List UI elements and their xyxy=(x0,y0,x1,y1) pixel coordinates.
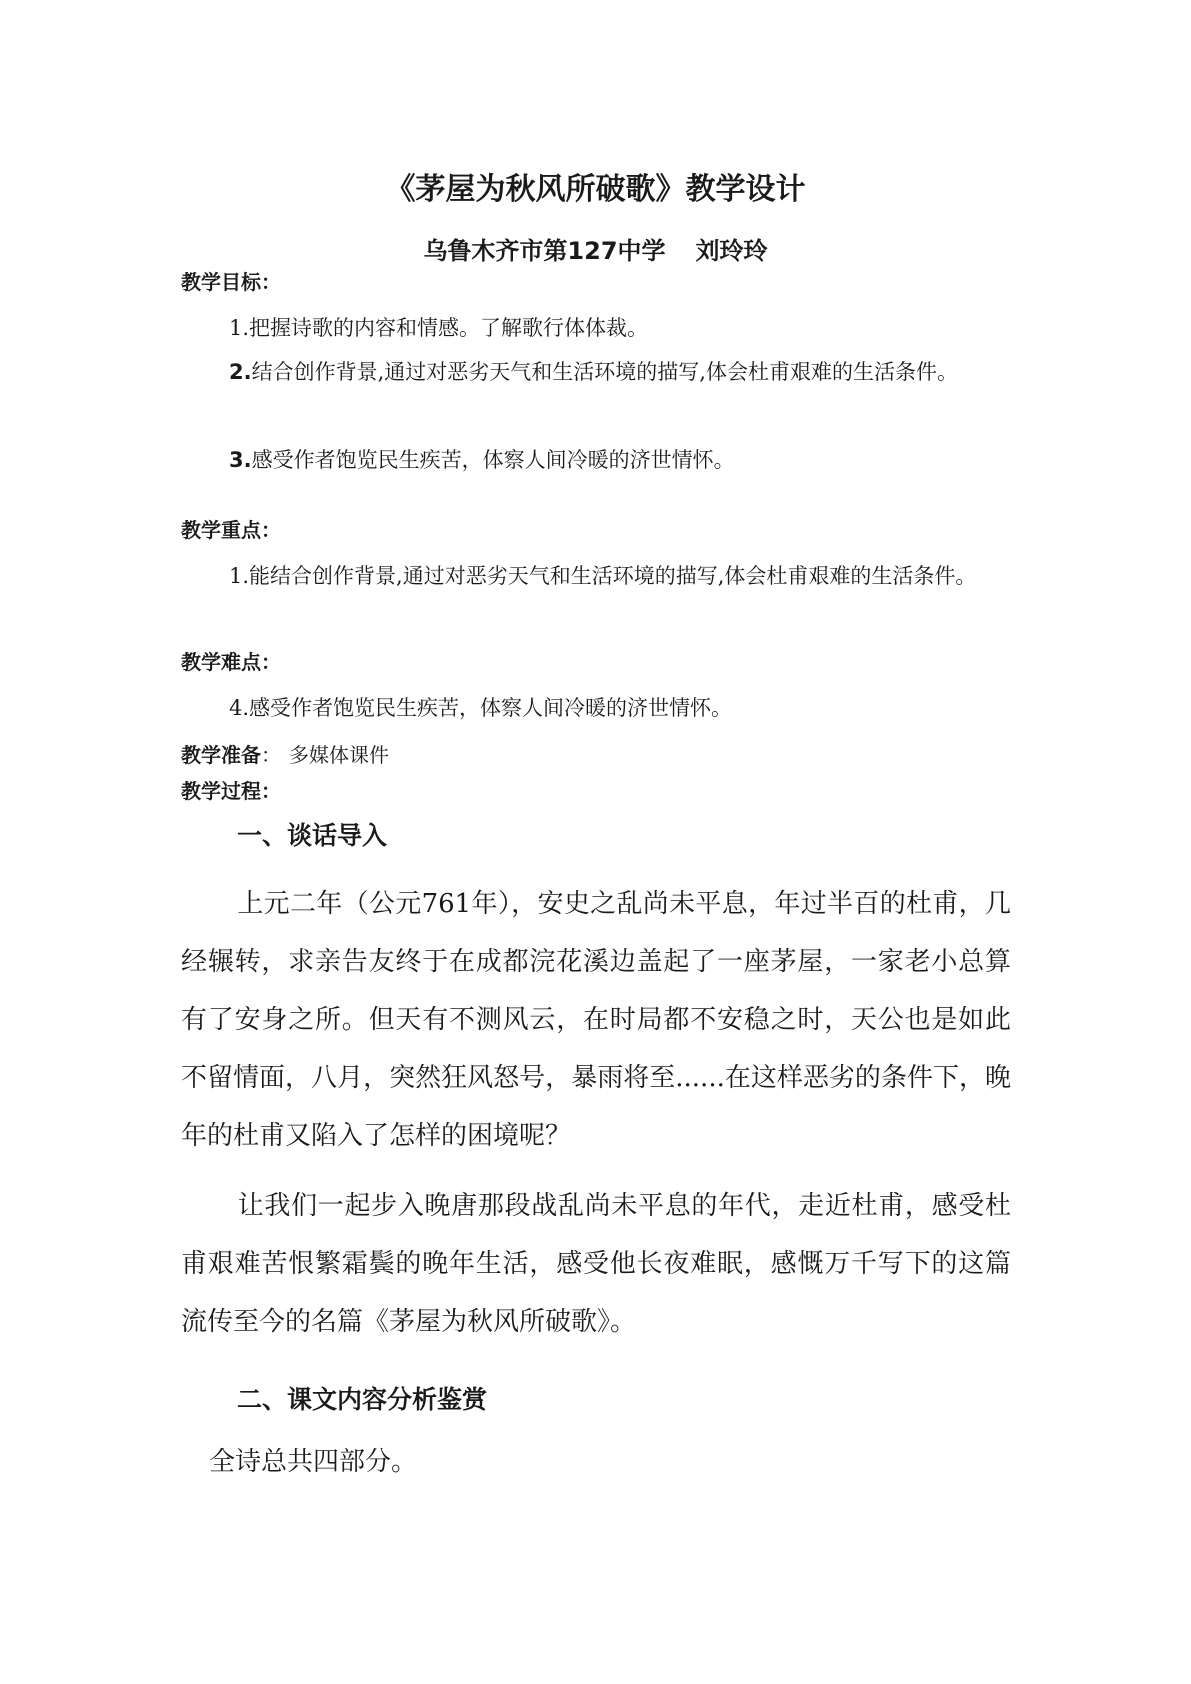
preparation-heading: 教学准备 xyxy=(181,743,261,767)
section-1-paragraph-1 xyxy=(181,875,1011,1165)
goal-text: 把握诗歌的内容和情感。了解歌行体体裁。 xyxy=(249,316,649,340)
difficulty-number: 4. xyxy=(229,696,250,720)
difficulty-text: 感受作者饱览民生疾苦，体察人间冷暖的济世情怀。 xyxy=(249,696,733,720)
preparation-colon: ： xyxy=(261,743,281,767)
school-name: 乌鲁木齐市第127中学 xyxy=(423,237,666,265)
goal-text: 感受作者饱览民生疾苦，体察人间冷暖的济世情怀。 xyxy=(251,448,735,472)
key-point-item-1 xyxy=(181,554,1011,598)
goal-number: 2. xyxy=(229,360,252,384)
preparation-line xyxy=(181,740,389,770)
goal-number: 3. xyxy=(229,448,252,472)
preparation-value: 多媒体课件 xyxy=(289,743,389,767)
author-line xyxy=(0,234,1191,268)
difficulties-heading: 教学难点： xyxy=(181,650,281,674)
paragraph-text: 上元二年（公元761年），安史之乱尚未平息，年过半百的杜甫，几经辗转，求亲告友终于在成都浣花溪边盖起了一座茅屋，一家老小总算有了安身之所。但天有不测风云，在时局都不安稳之时，天公也是如此不留情面，八月，突然狂风怒号，暴雨将至......在这样恶劣的条件下，晚年的杜甫又陷入了怎样的困境呢？ xyxy=(181,889,1011,1151)
goal-text: 结合创作背景,通过对恶劣天气和生活环境的描写,体会杜甫艰难的生活条件。 xyxy=(251,360,958,384)
goals-heading: 教学目标： xyxy=(181,270,281,294)
section-1-heading: 一、谈话导入 xyxy=(237,821,388,850)
difficulty-item-1 xyxy=(181,686,1011,730)
section-2-text: 全诗总共四部分。 xyxy=(209,1447,418,1477)
author-name: 刘玲玲 xyxy=(695,237,768,265)
section-1-paragraph-2 xyxy=(181,1177,1011,1351)
goal-item-2 xyxy=(181,350,1011,394)
paragraph-text: 让我们一起步入晚唐那段战乱尚未平息的年代，走近杜甫，感受杜甫艰难苦恨繁霜鬓的晚年生活，感受他长夜难眠，感慨万千写下的这篇流传至今的名篇《茅屋为秋风所破歌》。 xyxy=(181,1191,1011,1337)
key-points-heading: 教学重点： xyxy=(181,518,281,542)
section-2-heading: 二、课文内容分析鉴赏 xyxy=(237,1385,488,1414)
key-point-text: 能结合创作背景,通过对恶劣天气和生活环境的描写,体会杜甫艰难的生活条件。 xyxy=(249,564,977,588)
goal-number: 1. xyxy=(229,316,250,340)
document-title: 《茅屋为秋风所破歌》教学设计 xyxy=(385,172,806,207)
goal-item-1 xyxy=(181,306,1011,350)
goal-item-3 xyxy=(181,438,1011,482)
process-heading: 教学过程： xyxy=(181,779,281,803)
key-point-number: 1. xyxy=(229,564,250,588)
